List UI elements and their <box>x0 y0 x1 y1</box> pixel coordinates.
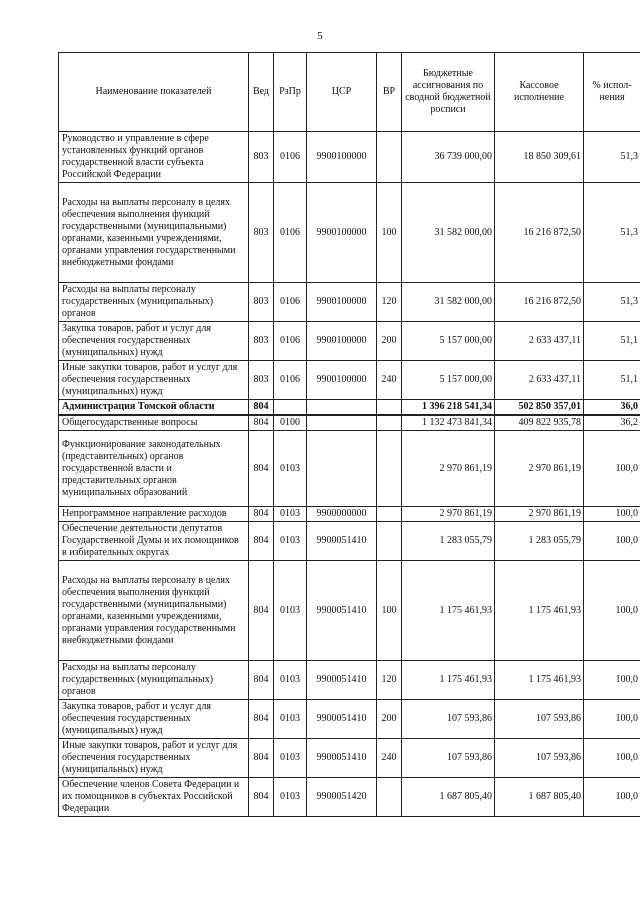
table-row <box>59 183 640 283</box>
row-rzpr: 0103 <box>274 507 307 522</box>
row-csr: 9900051410 <box>307 522 377 561</box>
row-cash: 2 633 437,11 <box>495 361 584 400</box>
row-budget: 107 593,86 <box>402 739 495 778</box>
row-name: Расходы на выплаты персоналу государственных (муниципальных) органов <box>59 283 249 322</box>
header-csr: ЦСР <box>307 53 377 132</box>
header-budget: Бюджетные ассигнования по сводной бюджетной росписи <box>402 53 495 132</box>
row-cash: 1 687 805,40 <box>495 778 584 817</box>
row-csr: 9900051410 <box>307 561 377 661</box>
row-ved: 803 <box>249 322 274 361</box>
row-ved: 804 <box>249 661 274 700</box>
row-ved: 804 <box>249 700 274 739</box>
row-percent: 51,1 <box>584 361 640 400</box>
table-row <box>59 661 640 700</box>
row-vr <box>377 431 402 507</box>
row-budget: 31 582 000,00 <box>402 283 495 322</box>
row-csr: 9900051410 <box>307 739 377 778</box>
row-vr: 200 <box>377 322 402 361</box>
row-rzpr: 0103 <box>274 739 307 778</box>
row-percent: 100,0 <box>584 431 640 507</box>
row-percent: 100,0 <box>584 700 640 739</box>
row-vr <box>377 778 402 817</box>
row-budget: 2 970 861,19 <box>402 507 495 522</box>
row-percent: 51,3 <box>584 283 640 322</box>
header-name: Наименование показателей <box>59 53 249 132</box>
row-name: Обеспечение членов Совета Федерации и их помощников в субъектах Российской Федерации <box>59 778 249 817</box>
row-budget: 1 175 461,93 <box>402 661 495 700</box>
row-budget: 1 175 461,93 <box>402 561 495 661</box>
row-rzpr: 0103 <box>274 700 307 739</box>
row-name: Непрограммное направление расходов <box>59 507 249 522</box>
row-ved: 804 <box>249 400 274 416</box>
row-csr: 9900100000 <box>307 361 377 400</box>
row-budget: 5 157 000,00 <box>402 361 495 400</box>
table-row <box>59 132 640 183</box>
row-percent: 51,3 <box>584 132 640 183</box>
row-cash: 502 850 357,01 <box>495 400 584 416</box>
row-percent: 36,2 <box>584 415 640 431</box>
row-vr <box>377 400 402 416</box>
row-name: Расходы на выплаты персоналу государственных (муниципальных) органов <box>59 661 249 700</box>
row-rzpr: 0100 <box>274 415 307 431</box>
row-cash: 2 970 861,19 <box>495 431 584 507</box>
row-name: Обеспечение деятельности депутатов Государственной Думы и их помощников в избирательных округах <box>59 522 249 561</box>
row-percent: 36,0 <box>584 400 640 416</box>
header-cash: Кассовое исполнение <box>495 53 584 132</box>
row-vr: 100 <box>377 183 402 283</box>
row-vr <box>377 415 402 431</box>
row-budget: 5 157 000,00 <box>402 322 495 361</box>
row-budget: 1 132 473 841,34 <box>402 415 495 431</box>
row-name: Иные закупки товаров, работ и услуг для обеспечения государственных (муниципальных) нужд <box>59 739 249 778</box>
header-vr: ВР <box>377 53 402 132</box>
table-row <box>59 415 640 431</box>
row-csr: 9900000000 <box>307 507 377 522</box>
row-ved: 803 <box>249 183 274 283</box>
table-row <box>59 507 640 522</box>
row-vr: 100 <box>377 561 402 661</box>
row-vr: 240 <box>377 361 402 400</box>
row-budget: 36 739 000,00 <box>402 132 495 183</box>
row-name: Администрация Томской области <box>59 400 249 416</box>
table-row <box>59 283 640 322</box>
row-vr <box>377 507 402 522</box>
row-rzpr: 0103 <box>274 778 307 817</box>
row-rzpr: 0106 <box>274 183 307 283</box>
row-cash: 2 633 437,11 <box>495 322 584 361</box>
row-rzpr <box>274 400 307 416</box>
row-percent: 100,0 <box>584 507 640 522</box>
row-vr: 120 <box>377 283 402 322</box>
row-budget: 1 687 805,40 <box>402 778 495 817</box>
row-csr: 9900051420 <box>307 778 377 817</box>
row-csr <box>307 415 377 431</box>
row-budget: 31 582 000,00 <box>402 183 495 283</box>
row-cash: 107 593,86 <box>495 700 584 739</box>
row-rzpr: 0106 <box>274 283 307 322</box>
page-number: 5 <box>317 30 323 42</box>
row-percent: 51,3 <box>584 183 640 283</box>
row-csr: 9900100000 <box>307 132 377 183</box>
row-budget: 1 283 055,79 <box>402 522 495 561</box>
row-rzpr: 0103 <box>274 522 307 561</box>
table-row <box>59 739 640 778</box>
table-header-row <box>59 53 640 132</box>
row-csr: 9900100000 <box>307 183 377 283</box>
row-cash: 2 970 861,19 <box>495 507 584 522</box>
row-vr <box>377 132 402 183</box>
row-ved: 803 <box>249 361 274 400</box>
row-csr: 9900100000 <box>307 283 377 322</box>
row-rzpr: 0106 <box>274 322 307 361</box>
row-ved: 803 <box>249 132 274 183</box>
table-row <box>59 778 640 817</box>
table-row <box>59 361 640 400</box>
table-row <box>59 700 640 739</box>
table-row <box>59 561 640 661</box>
row-rzpr: 0103 <box>274 661 307 700</box>
row-name: Общегосударственные вопросы <box>59 415 249 431</box>
row-percent: 100,0 <box>584 561 640 661</box>
row-cash: 107 593,86 <box>495 739 584 778</box>
row-csr: 9900100000 <box>307 322 377 361</box>
row-cash: 18 850 309,61 <box>495 132 584 183</box>
row-percent: 100,0 <box>584 522 640 561</box>
header-percent: % испол-нения <box>584 53 640 132</box>
row-budget: 107 593,86 <box>402 700 495 739</box>
row-cash: 16 216 872,50 <box>495 183 584 283</box>
row-budget: 1 396 218 541,34 <box>402 400 495 416</box>
row-name: Иные закупки товаров, работ и услуг для обеспечения государственных (муниципальных) нужд <box>59 361 249 400</box>
row-ved: 804 <box>249 561 274 661</box>
table-row <box>59 431 640 507</box>
row-cash: 16 216 872,50 <box>495 283 584 322</box>
table-row <box>59 322 640 361</box>
row-csr <box>307 400 377 416</box>
header-rzpr: РзПр <box>274 53 307 132</box>
row-name: Расходы на выплаты персоналу в целях обеспечения выполнения функций государственными (муниципальными) органами, казенными учреждениями, органами управления государственными внебюджетными фондами <box>59 561 249 661</box>
row-csr <box>307 431 377 507</box>
row-ved: 804 <box>249 739 274 778</box>
row-name: Закупка товаров, работ и услуг для обеспечения государственных (муниципальных) нужд <box>59 322 249 361</box>
row-percent: 100,0 <box>584 778 640 817</box>
row-ved: 803 <box>249 283 274 322</box>
row-budget: 2 970 861,19 <box>402 431 495 507</box>
row-cash: 1 283 055,79 <box>495 522 584 561</box>
row-ved: 804 <box>249 415 274 431</box>
row-name: Функционирование законодательных (представительных) органов государственной власти и представительных органов муниципальных образований <box>59 431 249 507</box>
row-percent: 51,1 <box>584 322 640 361</box>
row-rzpr: 0103 <box>274 561 307 661</box>
row-ved: 804 <box>249 522 274 561</box>
row-cash: 1 175 461,93 <box>495 561 584 661</box>
row-csr: 9900051410 <box>307 661 377 700</box>
budget-table <box>58 52 640 817</box>
row-cash: 409 822 935,78 <box>495 415 584 431</box>
row-csr: 9900051410 <box>307 700 377 739</box>
row-rzpr: 0106 <box>274 132 307 183</box>
row-cash: 1 175 461,93 <box>495 661 584 700</box>
table-row <box>59 522 640 561</box>
row-vr: 240 <box>377 739 402 778</box>
table-row <box>59 400 640 416</box>
row-ved: 804 <box>249 431 274 507</box>
row-name: Руководство и управление в сфере установленных функций органов государственной власти субъекта Российской Федерации <box>59 132 249 183</box>
row-percent: 100,0 <box>584 661 640 700</box>
row-ved: 804 <box>249 778 274 817</box>
row-vr: 200 <box>377 700 402 739</box>
row-vr: 120 <box>377 661 402 700</box>
row-rzpr: 0103 <box>274 431 307 507</box>
header-ved: Вед <box>249 53 274 132</box>
row-percent: 100,0 <box>584 739 640 778</box>
row-name: Закупка товаров, работ и услуг для обеспечения государственных (муниципальных) нужд <box>59 700 249 739</box>
row-ved: 804 <box>249 507 274 522</box>
row-rzpr: 0106 <box>274 361 307 400</box>
row-name: Расходы на выплаты персоналу в целях обеспечения выполнения функций государственными (муниципальными) органами, казенными учреждениями, органами управления государственными внебюджетными фондами <box>59 183 249 283</box>
row-vr <box>377 522 402 561</box>
